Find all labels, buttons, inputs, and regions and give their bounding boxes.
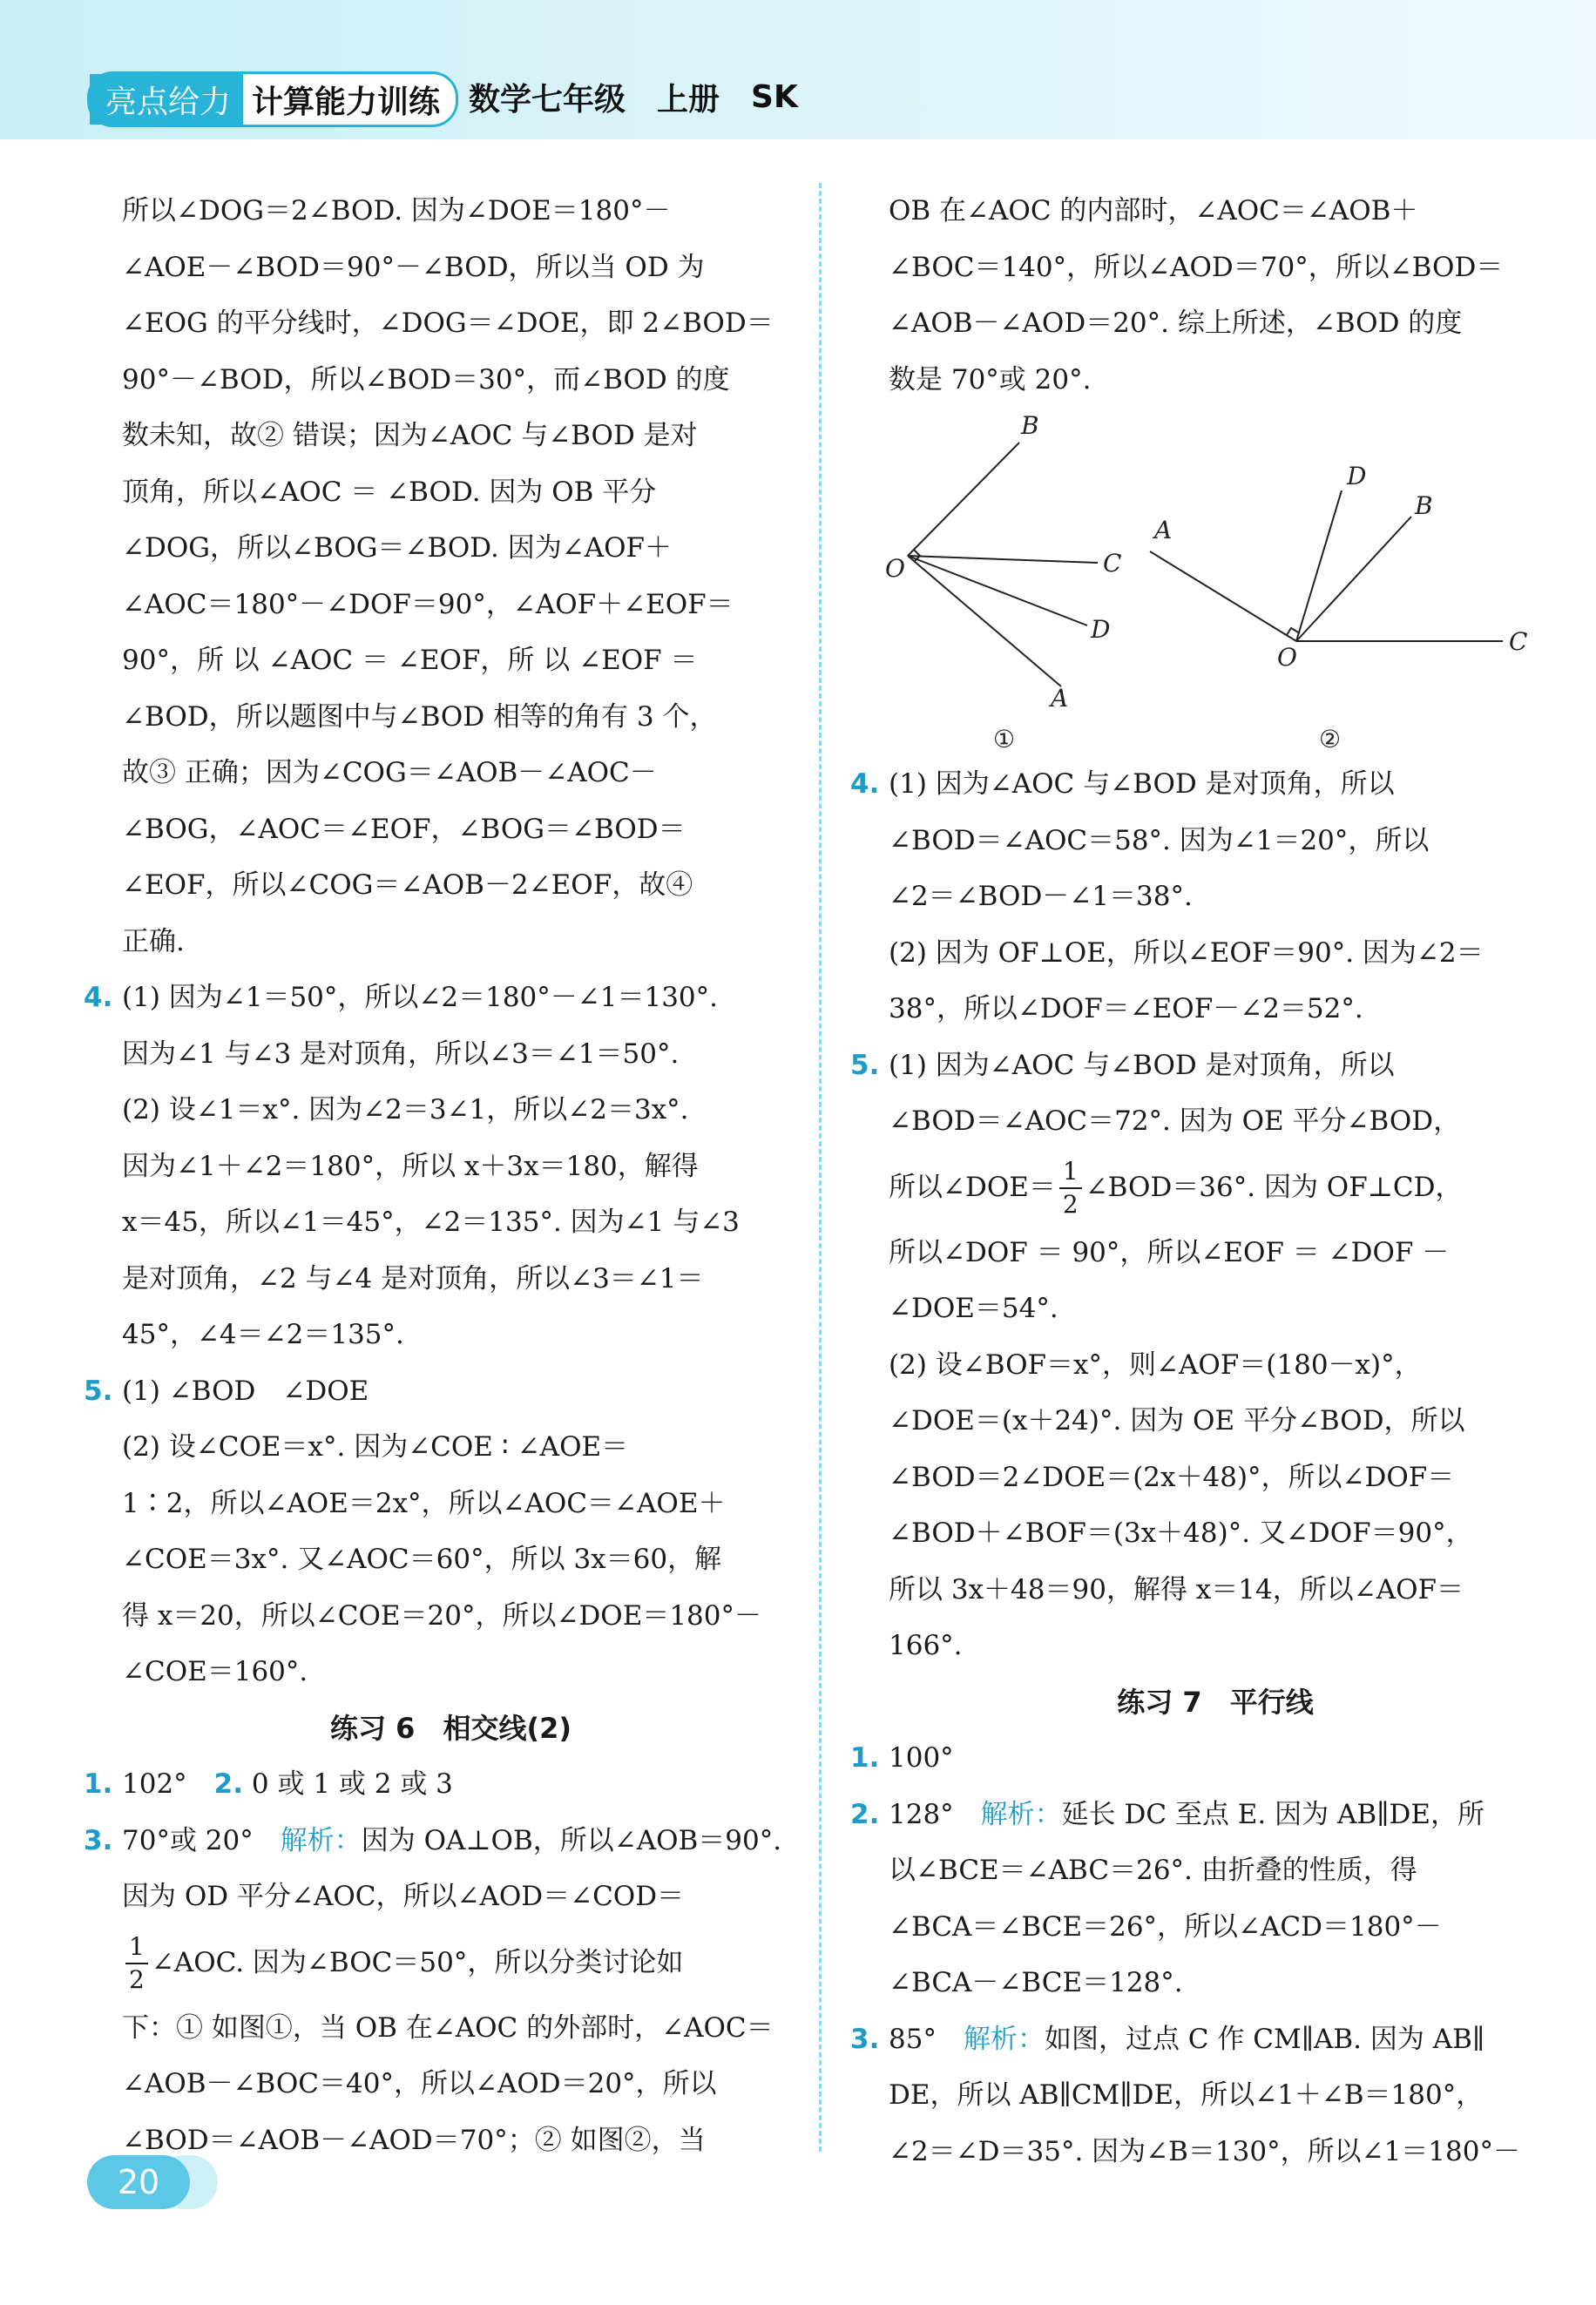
section-7-q2-line: ∠BCA＝∠BCE＝26°，所以∠ACD＝180°－ [889,1910,1442,1943]
section-6-q3-line: 3. 70°或 20° 解析：因为 OA⊥OB，所以∠AOB＝90°. [122,1813,780,1869]
question-4-line: (2) 设∠1＝x°. 因为∠2＝3∠1，所以∠2＝3x°. [122,1094,689,1125]
edition: SK [751,78,798,115]
question-4-line: 4. (1) 因为∠1＝50°，所以∠2＝180°－∠1＝130°. [122,970,780,1026]
question-4-line: ∠BOD＝∠AOC＝58°. 因为∠1＝20°，所以 [889,824,1430,856]
question-5-line: ∠BOD＋∠BOF＝(3x＋48)°. 又∠DOF＝90°， [889,1518,1473,1549]
answer-line: 顶角，所以∠AOC ＝ ∠BOD. 因为 OB 平分 [122,476,657,508]
question-4-line: 38°，所以∠DOF＝∠EOF－∠2＝52°. [889,993,1363,1024]
section-7-q2-line: ∠BCA－∠BCE＝128°. [889,1967,1183,1998]
question-5-line: (2) 设∠COE＝x°. 因为∠COE ∶ ∠AOE＝ [122,1431,629,1463]
fig1-label-o: O [885,554,905,583]
question-number: 5. [84,1375,113,1407]
section-7-q3-line: 3. 85° 解析：如图，过点 C 作 CM∥AB. 因为 AB∥ [889,2011,1542,2068]
question-number: 4. [84,982,113,1013]
question-4-line: 45°，∠4＝∠2＝135°. [122,1319,404,1350]
fig2-label-d: D [1347,462,1367,490]
answer-line: ∠EOG 的平分线时，∠DOG＝∠DOE，即 2∠BOD＝ [122,308,774,339]
answer-line: 故③ 正确；因为∠COG＝∠AOB－∠AOC－ [122,757,657,788]
fig1-label-c: C [1103,549,1122,578]
question-4-line: 是对顶角，∠2 与∠4 是对顶角，所以∠3＝∠1＝ [122,1262,704,1294]
answer-line: ∠AOC＝180°－∠DOF＝90°，∠AOF＋∠EOF＝ [122,588,734,620]
question-number: 5. [850,1049,880,1081]
ray-oa-2 [1150,551,1296,641]
question-5-line: ∠DOE＝(x＋24)°. 因为 OE 平分∠BOD，所以 [889,1405,1465,1436]
question-5-line: 5. (1) ∠BOD ∠DOE [122,1363,780,1420]
answer-line: 数未知，故② 错误；因为∠AOC 与∠BOD 是对 [122,420,698,451]
series-brand: 亮点给力 [90,74,243,125]
question-number: 1. [84,1768,113,1800]
answer-line: ∠EOF，所以∠COG＝∠AOB－2∠EOF，故④ [122,869,693,901]
section-6-title: 练习 6 相交线(2) [330,1711,571,1745]
question-5-line: 得 x＝20，所以∠COE＝20°，所以∠DOE＝180°－ [122,1599,762,1632]
analysis-label: 解析： [963,2023,1045,2055]
subject: 数学七年级 [469,81,626,118]
fig2-label-c: C [1509,627,1528,656]
ray-ob-2 [1296,517,1411,641]
book-info [469,71,798,122]
angle-figures-svg [885,408,1542,756]
page-number: 20 [87,2155,190,2209]
fig1-label-b: B [1021,411,1039,440]
ray-oc [908,556,1098,563]
right-column [850,183,1542,2180]
question-number: 2. [850,1798,880,1830]
section-7-title: 练习 7 平行线 [1117,1685,1314,1719]
section-7-q3-line: DE，所以 AB∥CM∥DE，所以∠1＋∠B＝180°， [889,2079,1484,2111]
answer-line: ∠BOC＝140°，所以∠AOD＝70°，所以∠BOD＝ [889,251,1504,283]
answer-line: ∠AOE－∠BOD＝90°－∠BOD，所以当 OD 为 [122,251,705,283]
question-5-line: ∠COE＝160°. [122,1656,308,1687]
question-5-line: ∠BOD＝∠AOC＝72°. 因为 OE 平分∠BOD， [889,1105,1461,1137]
fig1-label-a: A [1051,684,1069,713]
answer-line: ∠AOB－∠AOD＝20°. 综上所述，∠BOD 的度 [889,308,1463,339]
fig1-label-d: D [1091,615,1111,644]
question-5-line: (2) 设∠BOF＝x°，则∠AOF＝(180－x)°， [889,1349,1422,1381]
question-number: 4. [850,768,880,800]
question-5-line: 所以 3x＋48＝90，解得 x＝14，所以∠AOF＝ [889,1573,1464,1605]
ray-ob [908,443,1019,556]
fraction-half: $\frac{1}{2}$ [1059,1156,1082,1220]
question-5-line: 5. (1) 因为∠AOC 与∠BOD 是对顶角，所以 [889,1038,1542,1094]
question-5-line: 1∶2，所以∠AOE＝2x°，所以∠AOC＝∠AOE＋ [122,1487,726,1519]
question-5-line: ∠COE＝3x°. 又∠AOC＝60°，所以 3x＝60，解 [122,1544,722,1575]
answer-line: 90°，所 以 ∠AOC ＝ ∠EOF，所 以 ∠EOF ＝ [122,645,698,676]
question-5-line: ∠BOD＝2∠DOE＝(2x＋48)°，所以∠DOF＝ [889,1461,1455,1493]
figure-2 [1150,490,1503,641]
question-number: 3. [850,2023,880,2055]
section-6-q3-line: ∠BOD＝∠AOB－∠AOD＝70°；② 如图②，当 [122,2124,706,2156]
series-label [87,71,458,127]
question-4-line: 4. (1) 因为∠AOC 与∠BOD 是对顶角，所以 [889,756,1542,813]
answer-line: ∠DOG，所以∠BOG＝∠BOD. 因为∠AOF＋ [122,532,673,564]
section-6-q3-line: $\frac{1}{2}$ ∠AOC. 因为∠BOC＝50°，所以分类讨论如 [122,1925,780,2000]
answer-line: 90°－∠BOD，所以∠BOD＝30°，而∠BOD 的度 [122,363,730,395]
question-4-line: x＝45，所以∠1＝45°，∠2＝135°. 因为∠1 与∠3 [122,1207,740,1238]
ray-oa [908,556,1061,686]
question-4-line: ∠2＝∠BOD－∠1＝38°. [889,881,1193,912]
analysis-label: 解析： [280,1824,362,1856]
question-4-line: 因为∠1 与∠3 是对顶角，所以∠3＝∠1＝50°. [122,1038,680,1070]
column-divider [819,183,822,2152]
volume: 上册 [657,81,720,118]
section-6-q3-line: 下：① 如图①，当 OB 在∠AOC 的外部时，∠AOC＝ [122,2011,774,2044]
section-6-q3-line: ∠AOB－∠BOC＝40°，所以∠AOD＝20°，所以 [122,2068,717,2099]
question-5-line: 166°. [889,1630,963,1661]
fig2-label-b: B [1415,491,1433,520]
question-4-line: (2) 因为 OF⊥OE，所以∠EOF＝90°. 因为∠2＝ [889,936,1484,969]
analysis-label: 解析： [980,1798,1062,1830]
section-7-q2-line: 以∠BCE＝∠ABC＝26°. 由折叠的性质，得 [889,1855,1417,1886]
question-5-line: 所以∠DOF ＝ 90°，所以∠EOF ＝ ∠DOF － [889,1236,1450,1268]
answer-line: ∠BOD，所以题图中与∠BOD 相等的角有 3 个， [122,700,717,733]
section-6-q3-line: 因为 OD 平分∠AOC，所以∠AOD＝∠COD＝ [122,1881,685,1912]
question-4-line: 因为∠1＋∠2＝180°，所以 x＋3x＝180，解得 [122,1150,699,1182]
question-number: 3. [84,1824,113,1856]
answer-line: 数是 70°或 20°. [889,363,1092,395]
question-5-line: 所以∠DOE＝ $\frac{1}{2}$ ∠BOD＝36°. 因为 OF⊥CD， [889,1157,1463,1219]
question-number: 1. [850,1742,880,1774]
answer-line: 所以∠DOG＝2∠BOD. 因为∠DOE＝180°－ [122,195,671,226]
section-6-q1-q2: 1. 102° 2. 0 或 1 或 2 或 3 [122,1756,780,1813]
fig1-caption: ① [993,725,1016,754]
fig2-caption: ② [1319,725,1342,754]
left-column [84,183,782,2168]
angle-figures [885,408,1542,756]
answer-line: OB 在∠AOC 的内部时，∠AOC＝∠AOB＋ [889,195,1418,226]
answer-line: 正确. [122,925,185,957]
fig2-label-a: A [1154,516,1173,544]
ray-od [908,556,1087,625]
question-5-line: ∠DOE＝54°. [889,1293,1058,1324]
ray-od-2 [1296,490,1342,641]
fig2-label-o: O [1277,643,1297,672]
section-7-q3-line: ∠2＝∠D＝35°. 因为∠B＝130°，所以∠1＝180°－ [889,2135,1520,2167]
section-7-q1: 1. 100° [889,1730,1542,1787]
fraction-half: $\frac{1}{2}$ [125,1931,148,1996]
section-7-q2-line: 2. 128° 解析：延长 DC 至点 E. 因为 AB∥DE，所 [889,1787,1542,1843]
answer-line: ∠BOG，∠AOC＝∠EOF，∠BOG＝∠BOD＝ [122,813,686,845]
series-name: 计算能力训练 [252,84,441,120]
figure-1 [908,443,1098,686]
